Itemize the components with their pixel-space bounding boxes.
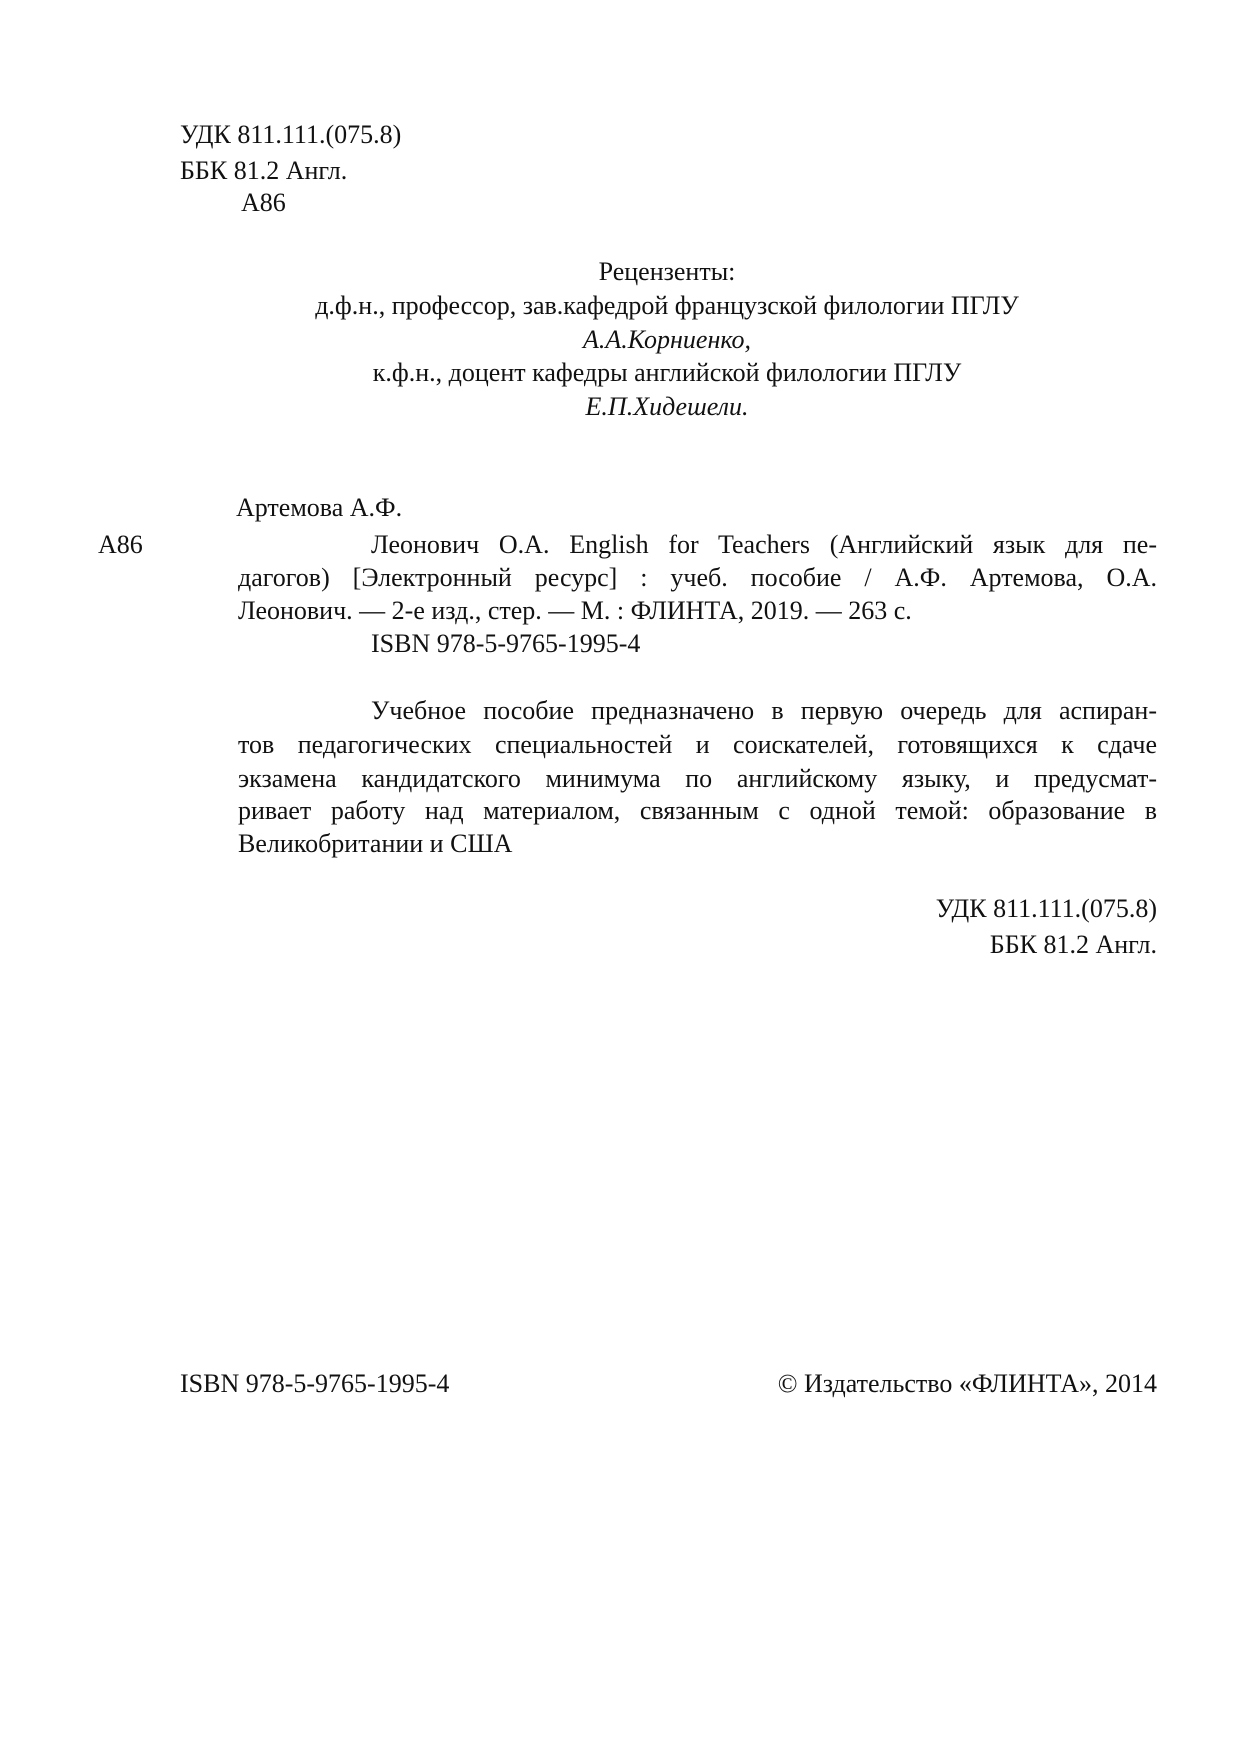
bib-line: Леонович. — 2-е изд., стер. — М. : ФЛИНТА, 2019. — 263 с. [238,596,912,625]
bib-isbn: ISBN 978-5-9765-1995-4 [371,629,641,658]
reviewer-2-name [0,392,1241,422]
abstract-line: Великобритании и США [238,829,513,858]
bib-author: Артемова А.Ф. [236,493,403,522]
author-code: А86 [241,188,286,217]
bib-margin-code: А86 [98,530,143,559]
reviewer-2-name-text: Е.П.Хидешели. [585,392,749,421]
bbk-header: ББК 81.2 Англ. [180,156,348,185]
reviewers-title: Рецензенты: [598,257,736,286]
bbk-footer: ББК 81.2 Англ. [989,930,1157,959]
abstract-line: экзамена кандидатского минимума по английскому языку, и предусмат- [238,764,1157,793]
abstract-line: ривает работу над материалом, связанным с одной темой: образование в [238,796,1157,825]
abstract-line: тов педагогических специальностей и соискателей, готовящихся к сдаче [238,730,1157,759]
reviewer-1-name-text: А.А.Корниенко, [582,325,752,354]
reviewer-2-position: к.ф.н., доцент кафедры английской филологии ПГЛУ [372,358,962,387]
abstract-line: Учебное пособие предназначено в первую очередь для аспиран- [371,696,1157,725]
reviewer-1-position: д.ф.н., профессор, зав.кафедрой французской филологии ПГЛУ [315,291,1019,320]
udk-footer: УДК 811.111.(075.8) [935,894,1157,923]
copyright: © Издательство «ФЛИНТА», 2014 [777,1369,1157,1398]
bib-line: Леонович О.А. English for Teachers (Английский язык для пе- [371,530,1157,559]
udk-header: УДК 811.111.(075.8) [180,120,402,149]
reviewer-1-name [0,325,1241,355]
footer-isbn: ISBN 978-5-9765-1995-4 [180,1369,450,1398]
bib-line: дагогов) [Электронный ресурс] : учеб. пособие / А.Ф. Артемова, О.А. [238,563,1157,592]
